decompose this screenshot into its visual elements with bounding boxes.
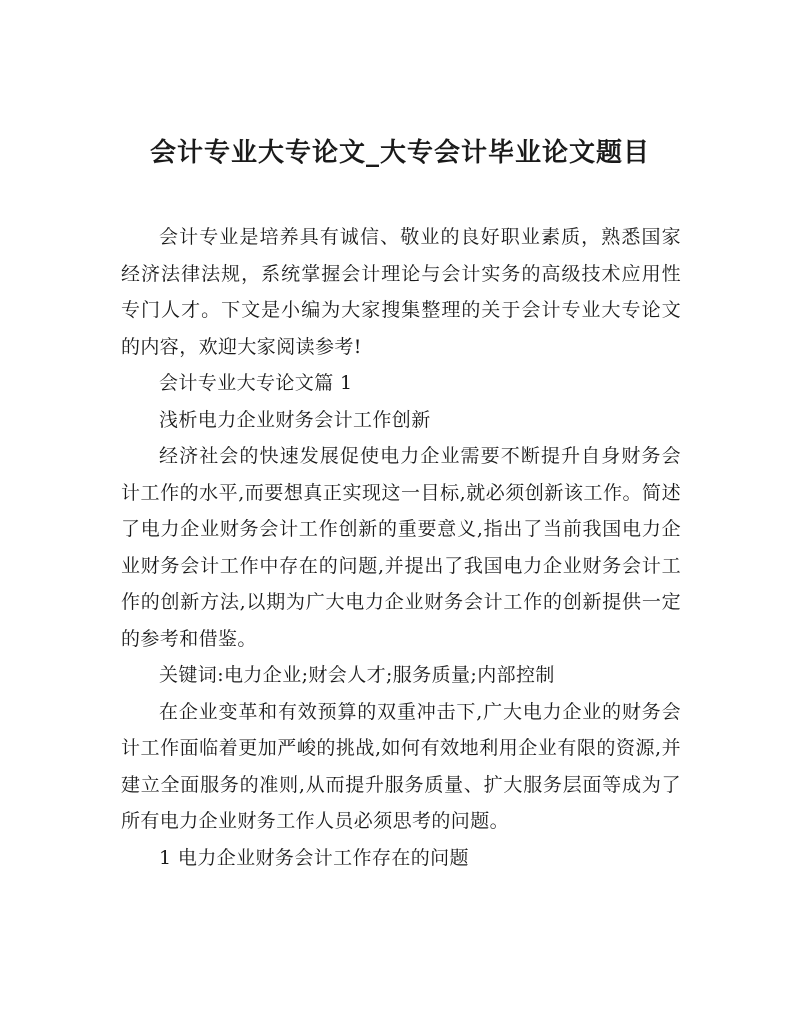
keywords-line: 关键词:电力企业;财会人才;服务质量;内部控制 — [159, 664, 555, 686]
abstract-paragraph: 经济社会的快速发展促使电力企业需要不断提升自身财务会计工作的水平,而要想真正实现这一目标,就必须创新该工作。简述了电力企业财务会计工作创新的重要意义,指出了当前我国电力企业财务会计工作中存在的问题,并提出了我国电力企业财务会计工作的创新方法,以期为广大电力企业财务会计工作的创新提供一定的参考和借鉴。 — [121, 445, 681, 650]
document-body — [121, 219, 681, 876]
intro-paragraph: 会计专业是培养具有诚信、敬业的良好职业素质，熟悉国家经济法律法规，系统掌握会计理论与会计实务的高级技术应用性专门人才。下文是小编为大家搜集整理的关于会计专业大专论文的内容，欢迎大家阅读参考! — [121, 226, 681, 358]
article-title: 浅析电力企业财务会计工作创新 — [159, 408, 431, 431]
document-title: 会计专业大专论文_大专会计毕业论文题目 — [149, 138, 650, 168]
subsection-heading: 1 电力企业财务会计工作存在的问题 — [159, 846, 469, 869]
body-paragraph: 在企业变革和有效预算的双重冲击下,广大电力企业的财务会计工作面临着更加严峻的挑战,如何有效地利用企业有限的资源,并建立全面服务的准则,从而提升服务质量、扩大服务层面等成为了所有电力企业财务工作人员必须思考的问题。 — [121, 700, 681, 832]
section-heading: 会计专业大专论文篇 1 — [159, 372, 353, 394]
